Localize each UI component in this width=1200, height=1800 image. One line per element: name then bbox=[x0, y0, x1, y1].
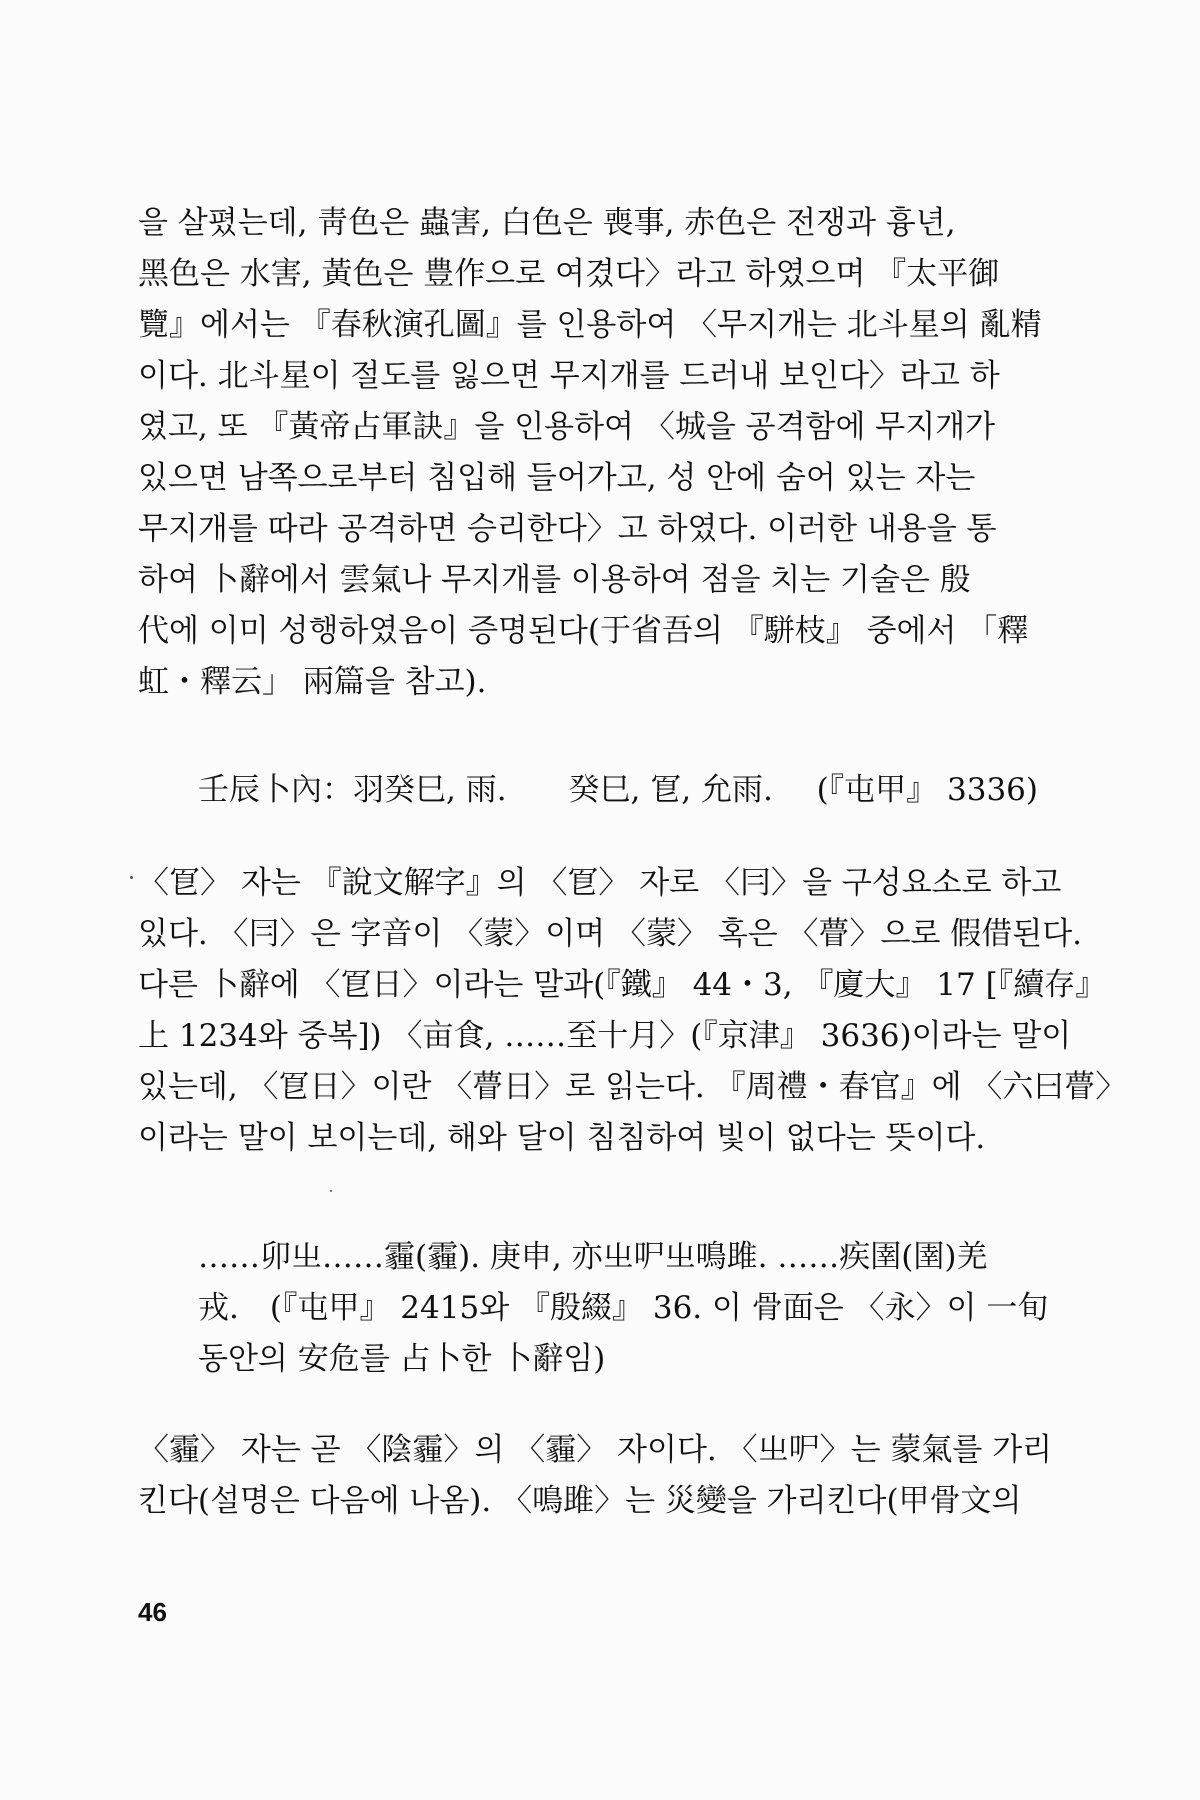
text-line: 覽』에서는 『春秋演孔圖』를 인용하여 〈무지개는 北斗星의 亂精 bbox=[138, 307, 1042, 343]
inscription-line: ……卯㞢……霾(霾). 庚申, 亦㞢㕧㞢鳴雎. ……疾圉(圉)羌 bbox=[198, 1239, 988, 1275]
inscription-source: (『屯甲』 3336) bbox=[816, 772, 1038, 808]
text-line: 다른 卜辭에 〈冟日〉이라는 말과(『鐵』 44・3, 『廈大』 17 [『續存』 bbox=[138, 967, 1107, 1003]
text-line: 있으면 남쪽으로부터 침입해 들어가고, 성 안에 숨어 있는 자는 bbox=[138, 460, 976, 496]
paragraph-character-explanation bbox=[138, 858, 1127, 1164]
inscription-line: 戎. (『屯甲』 2415와 『殷綴』 36. 이 骨面은 〈永〉이 一旬 bbox=[198, 1290, 1049, 1326]
print-speck bbox=[130, 876, 133, 879]
text-line: 있다. 〈冃〉은 字音이 〈蒙〉이며 〈蒙〉 혹은 〈瞢〉으로 假借된다. bbox=[138, 916, 1083, 952]
text-line: 〈冟〉 자는 『說文解字』의 〈冟〉 자로 〈冃〉을 구성요소로 하고 bbox=[138, 865, 1062, 901]
text-line: 을 살폈는데, 靑色은 蟲害, 白色은 喪事, 赤色은 전쟁과 흉년, bbox=[138, 205, 956, 241]
paragraph-haze-explanation bbox=[138, 1425, 1053, 1527]
text-line: 上 1234와 중복]) 〈亩食, ……至十月〉(『京津』 3636)이라는 말이 bbox=[138, 1018, 1072, 1054]
text-line: 虹・釋云」 兩篇을 참고). bbox=[138, 664, 487, 700]
text-line: 하여 卜辭에서 雲氣나 무지개를 이용하여 점을 치는 기술은 殷 bbox=[138, 562, 971, 598]
print-speck bbox=[330, 1190, 332, 1192]
oracle-inscription-example bbox=[198, 1232, 1049, 1385]
oracle-inscription-example bbox=[198, 765, 1038, 816]
text-line: 무지개를 따라 공격하면 승리한다〉고 하였다. 이러한 내용을 통 bbox=[138, 511, 997, 547]
text-line: 代에 이미 성행하였음이 증명된다(于省吾의 『駢枝』 중에서 「釋 bbox=[138, 613, 1029, 649]
text-line: 였고, 또 『黃帝占軍訣』을 인용하여 〈城을 공격함에 무지개가 bbox=[138, 409, 996, 445]
paragraph-rainbow-divination bbox=[138, 198, 1042, 708]
text-line: 이다. 北斗星이 절도를 잃으면 무지개를 드러내 보인다〉라고 하 bbox=[138, 358, 1000, 394]
text-line: 이라는 말이 보이는데, 해와 달이 침침하여 빛이 없다는 뜻이다. bbox=[138, 1120, 986, 1156]
page-number: 46 bbox=[138, 1597, 167, 1627]
text-line: 〈霾〉 자는 곧 〈陰霾〉의 〈霾〉 자이다. 〈㞢㕧〉는 蒙氣를 가리 bbox=[138, 1432, 1053, 1468]
text-line: 있는데, 〈冟日〉이란 〈瞢日〉로 읽는다. 『周禮・春官』에 〈六曰瞢〉 bbox=[138, 1069, 1127, 1105]
inscription-text: 壬辰卜內：羽癸巳, 雨. 癸巳, 冟, 允雨. bbox=[198, 772, 773, 808]
text-line: 킨다(설명은 다음에 나옴). 〈鳴雎〉는 災變을 가리킨다(甲骨文의 bbox=[138, 1483, 1022, 1519]
text-line: 黑色은 水害, 黃色은 豊作으로 여겼다〉라고 하였으며 『太平御 bbox=[138, 256, 1000, 292]
inscription-line: 동안의 安危를 占卜한 卜辭임) bbox=[198, 1341, 606, 1377]
